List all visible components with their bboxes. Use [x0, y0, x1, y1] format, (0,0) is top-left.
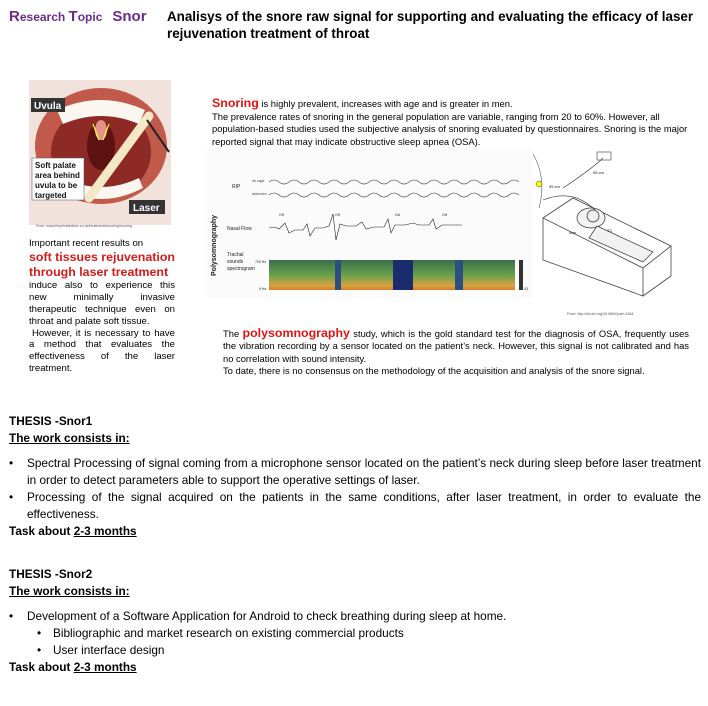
list-item: • Spectral Processing of signal coming from a microphone sensor located on the patient’s neck during sleep before laser treatment in order to detect parameters able to support the operative settings of laser. [9, 455, 701, 489]
svg-text:Arm: Arm [569, 230, 577, 235]
snoring-paragraph: Snoring is highly prevalent, increases with age and is greater in men. The prevalence rates of snoring in the general population are variable, ranging from 20 to 60%. However, all population-based studies used the subjective analysis of snoring evaluated by questionnaires. Snoring is the major reported signal that may indicate obstructive sleep apnea (OSA). [212, 96, 688, 147]
laser-label: Laser [133, 203, 160, 214]
svg-text:RIP: RIP [232, 184, 241, 190]
svg-text:sounds: sounds [227, 259, 244, 265]
svg-text:spectrogram: spectrogram [227, 266, 255, 272]
highlight-text: soft tissues rejuvenation through laser treatment [29, 249, 175, 279]
svg-text:OH: OH [279, 213, 285, 217]
svg-text:abdomen: abdomen [252, 192, 267, 196]
polysomnography-paragraph: The polysomnography study, which is the gold standard test for the diagnosis of OSA, frequently uses the vibration recording by a sensor located on the patient’s neck. However, this signal is not calibrated and has no correlation with sound intensity. To date, there is no consensus on the methodology of the acquisition and analysis of the snore signal. [223, 326, 689, 377]
snoring-keyword: Snoring [212, 96, 259, 110]
polysomnography-keyword: polysomnography [242, 326, 350, 340]
svg-text:95 cm: 95 cm [549, 184, 560, 189]
svg-text:Trachal: Trachal [227, 252, 244, 258]
svg-text:OH: OH [335, 213, 341, 217]
svg-text:uvula to be: uvula to be [35, 181, 78, 190]
polysomnography-figure [207, 148, 537, 298]
psg-side-label: Polysomnography [211, 214, 218, 276]
list-item: • Bibliographic and market research on existing commercial products [9, 625, 701, 642]
svg-text:T3: T3 [607, 228, 612, 233]
topic-code: Snor [112, 8, 147, 25]
thesis-title: THESIS -Snor2 [9, 567, 93, 581]
svg-text:area behind: area behind [35, 171, 80, 180]
svg-text:OH: OH [442, 213, 448, 217]
task-duration: Task about 2-3 months [9, 660, 137, 674]
svg-text:700 Hz: 700 Hz [255, 260, 267, 264]
image-credit: From: www.theprivateclinic.co.uk/treatments/snoring/snoring [36, 224, 132, 228]
svg-text:OA: OA [395, 213, 401, 217]
svg-text:43: 43 [524, 287, 528, 291]
page-title: Analisys of the snore raw signal for supporting and evaluating the efficacy of laser rejuvenation treatment of throat [167, 9, 694, 41]
figure-credit: From: http://dx.doi.org/10.5664/jcsm.3364 [567, 312, 634, 316]
svg-text:rib cage: rib cage [252, 179, 265, 183]
uvula-label: Uvula [34, 101, 62, 112]
task-duration: Task about 2-3 months [9, 524, 137, 538]
laser-intro-text: Important recent results on soft tissues rejuvenation through laser treatment induce also to experience this new minimally invasive therapeutic technique even on throat and palate soft tissue. However, it is necessary to have a method that evaluates the effectiveness of the laser treatment. [29, 238, 175, 375]
thesis-subtitle: The work consists in: [9, 584, 130, 598]
research-topic-label: Research Topic Snor [9, 8, 147, 25]
sensor-setup-figure [533, 148, 685, 298]
thesis-title: THESIS -Snor1 [9, 414, 93, 428]
thesis-subtitle: The work consists in: [9, 431, 130, 445]
thesis-snor1-section [9, 413, 701, 540]
svg-text:targeted: targeted [35, 191, 67, 200]
thesis-snor2-section [9, 566, 701, 676]
svg-text:Nasal Flow: Nasal Flow [227, 226, 252, 232]
svg-text:0 Hz: 0 Hz [259, 287, 267, 291]
list-item: • Processing of the signal acquired on the patients in the same conditions, after laser treatment, in order to evaluate the effectiveness. [9, 489, 701, 523]
svg-text:95 cm: 95 cm [593, 170, 604, 175]
list-item: • User interface design [9, 642, 701, 659]
throat-laser-image [29, 80, 171, 225]
list-item: • Development of a Software Application for Android to check breathing during sleep at home. [9, 608, 701, 625]
svg-text:Soft palate: Soft palate [35, 161, 76, 170]
